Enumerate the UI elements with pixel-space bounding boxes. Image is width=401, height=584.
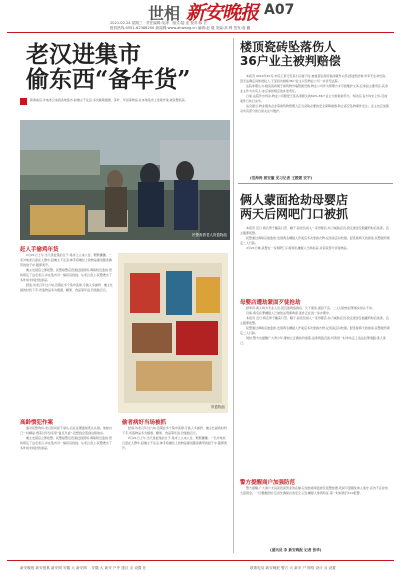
market-scene-image — [20, 120, 230, 240]
lead-subhead-1: 赶人手偷鸡年货 — [20, 247, 59, 253]
story-separator — [238, 183, 393, 184]
right-mid-paragraph: 民警通过调取沿途监控,发现两名嫌疑人作案后多次更换衣物,反侦查意识较强。经连续两天的排查,民警最终锁定二人行踪。 — [240, 236, 390, 245]
lead-paragraph: 经查,该老汉年过六旬,近期在多个集市流窜,专挑人多拥挤、摊主忙碌的时机下手,所盗物品多为烟酒、糖果、食品等年货,价值数百元。 — [20, 283, 113, 292]
lead-col1 — [20, 253, 114, 413]
right-mid-paragraph: 警方提醒,广大商户尤其是夜间营业的店铺,应加装视频监控及报警装置,夜间尽量避免单人值守,店内不宜存放大量现金。一旦遭遇抢劫,应首先确保自身安全,记住嫌疑人体貌特征,第一时间拨打110报警。 — [240, 486, 388, 495]
right-mid-paragraph: 本报讯 近日,两名男子戴着口罩、帽子,趁夜色闯入一家母婴店,持刀威胁店员,抢走现金及数罐奶粉后逃离。店主随即报警。 — [240, 226, 389, 235]
intro-marker — [20, 98, 27, 105]
lead-paragraph: 2月21日上午,当天是赶集的日子,集市上人来人往、熙熙攘攘。一名外地老汉混在人群中,趁摊主不注意,伸手将摊位上的物品塞进随身携带的袋子中,随即离开。 — [20, 253, 112, 267]
right-top-paragraph: 本报讯 2019年10月,市民王某行至某小区楼下时,被楼顶坠落的瓷砖砸伤头部,经送医抢救,所幸无生命危险。因无法确定具体侵权人,王某将该楼栋36户业主以及物业公司一并诉至法院。 — [240, 74, 389, 83]
right-mid-byline: (通讯员 李 新安晚报 记者 张华) — [270, 548, 322, 552]
right-mid-body-2 — [240, 306, 390, 474]
goods-photo-caption: 所盗物品 — [211, 405, 225, 409]
lead-col2-lower — [122, 426, 228, 548]
right-top-paragraph: 法院审理认为,楼顶瓷砖属于建筑物外墙附属设施,物业公司作为管理方未尽到维护义务,应承担主要责任;其余业主作为共有人,亦应承担相应的补偿责任。 — [240, 84, 388, 93]
right-mid-paragraph: 民警通过调取沿途监控,发现两名嫌疑人作案后多次更换衣物,反侦查意识较强。经连续两天的排查,民警最终锁定二人行踪。 — [240, 326, 390, 335]
footer-right-text: 联系电话 新安晚报 警方 大 新安 户 网络 设计 点 设置 — [250, 566, 336, 570]
right-mid-title-line1: 俩人蒙面抢劫母婴店 — [240, 193, 349, 207]
contact-info: 报料热线:0551-62388200 新闻网:www.ahwang.cn 编辑:赵 健 美编:高 利 签发:詹 鹏 — [110, 26, 251, 30]
lead-photo-caption: 民警查看老人所盗物品 — [192, 233, 227, 237]
right-top-headline — [240, 40, 390, 68]
footer-left-text: 新安晚报 新安报系 新安网 安徽 大 新安网 安徽 大 新安 户外 建议 点 设置 在 — [20, 566, 147, 570]
masthead-rule — [7, 32, 394, 33]
masthead — [0, 0, 401, 34]
right-top-title-line2: 36户业主被判赔偿 — [240, 54, 341, 68]
section-name: 世相 — [148, 4, 181, 23]
right-top-paragraph: 法官提示,物业服务企业等建筑物管理人应当采取必要的安全保障措施,防止高空坠物事件发生。业主也应加强对共有部分的日常关注与维护。 — [240, 104, 389, 113]
right-top-title-line1: 楼顶瓷砖坠落伤人 — [240, 40, 337, 54]
right-mid-subhead-3: 警方提醒商户加强防范 — [240, 480, 296, 486]
lead-title-line2: 偷东西“备年货” — [26, 66, 191, 93]
lead-subhead-3: 偷者病好当场被抓 — [122, 420, 167, 426]
right-top-paragraph: 日前,法院作出判决,物业公司赔偿王某各项损失的60%,36户业主分担剩余部分。判决后,各方均未上诉,目前案件已执行完毕。 — [240, 94, 388, 103]
lead-subhead-2: 高龄惯犯作案 — [20, 420, 54, 426]
footer-rule — [7, 560, 394, 561]
lead-headline — [26, 42, 206, 92]
right-mid-body-3 — [240, 486, 390, 546]
lead-paragraph: 摊主发现后立即报警。民警接警后迅速赶到现场,调取附近监控,很快锁定了这名老汉,并在集市另一端将其找到。从老汉身上,民警搜出了多件尚未拆封的商品。 — [20, 268, 112, 282]
right-mid-body — [240, 226, 390, 294]
goods-image — [118, 253, 228, 413]
lead-intro — [20, 98, 228, 120]
lead-col1-lower — [20, 426, 114, 548]
lead-paragraph: 面对民警询问,老汉起初拒不承认,后在证据面前低头认错。他称自己一时糊涂,想着过年给家里“备点年货”,没想到会落到这般地步。 — [20, 426, 112, 435]
lead-paragraph: 摊主发现后立即报警。民警接警后迅速赶到现场,调取附近监控,很快锁定了这名老汉,并在集市另一端将其找到。从老汉身上,民警搜出了多件尚未拆封的商品。 — [20, 436, 112, 450]
right-mid-paragraph: 本报讯 近日,两名男子戴着口罩、帽子,趁夜色闯入一家母婴店,持刀威胁店员,抢走现金及数罐奶粉后逃离。店主随即报警。 — [240, 316, 389, 325]
right-mid-headline — [240, 193, 390, 221]
lead-title-line1: 老汉进集市 — [26, 41, 141, 68]
page-number: A07 — [264, 2, 295, 18]
lead-paragraph: 2月21日上午,当天是赶集的日子,集市上人来人往、熙熙攘攘。一名外地老汉混在人群中,趁摊主不注意,伸手将摊位上的物品塞进随身携带的袋子中,随即离开。 — [122, 436, 227, 450]
right-mid-title-line2: 两天后网吧门口被抓 — [240, 207, 349, 221]
stolen-goods-photo — [118, 253, 228, 413]
right-mid-subhead-1: 母婴店遭劫蒙面歹徒抢劫 — [240, 300, 301, 306]
lead-paragraph: 经查,该老汉年过六旬,近期在多个集市流窜,专挑人多拥挤、摊主忙碌的时机下手,所盗物品多为烟酒、糖果、食品等年货,价值数百元。 — [122, 426, 227, 435]
issue-info: 2021.02.24 星期三 责任编辑:吴涛 版式:陆 亚 校对:陈 宏 — [110, 21, 208, 25]
right-mid-paragraph: 同时,警方也提醒广大青少年,要树立正确的价值观,远离网络沉迷,切莫因一时冲动走上违法犯罪道路,害人害己。 — [240, 336, 386, 345]
right-mid-paragraph: 目前,两名犯罪嫌疑人已被依法刑事拘留,案件正在进一步办理中。 — [246, 311, 332, 315]
lead-intro-text: 新春前后,外地老汉来到各地集市,趁摊主不注意,多次偷取烟酒、茶叶、年货等物品,在本地集市上连续作案,被民警抓获。 — [29, 98, 188, 102]
column-divider — [233, 38, 234, 553]
right-mid-paragraph: 2月21日晚,民警在一家网吧门口将两名嫌疑人当场抓获,并起获部分涉案物品。 — [246, 246, 350, 250]
right-top-byline: (范海涛 郭安徽 见习记者 王媛媛 安宇) — [250, 176, 313, 180]
right-mid-paragraph: 经审讯,两人均为无业人员,因沉迷网络游戏、欠下债务,遂起歹意。二人对抢劫犯罪事实供认不讳。 — [246, 306, 375, 310]
right-top-body — [240, 74, 390, 174]
newspaper-brand-logo: 新安晚报 — [186, 2, 259, 24]
lead-photo — [20, 120, 230, 240]
